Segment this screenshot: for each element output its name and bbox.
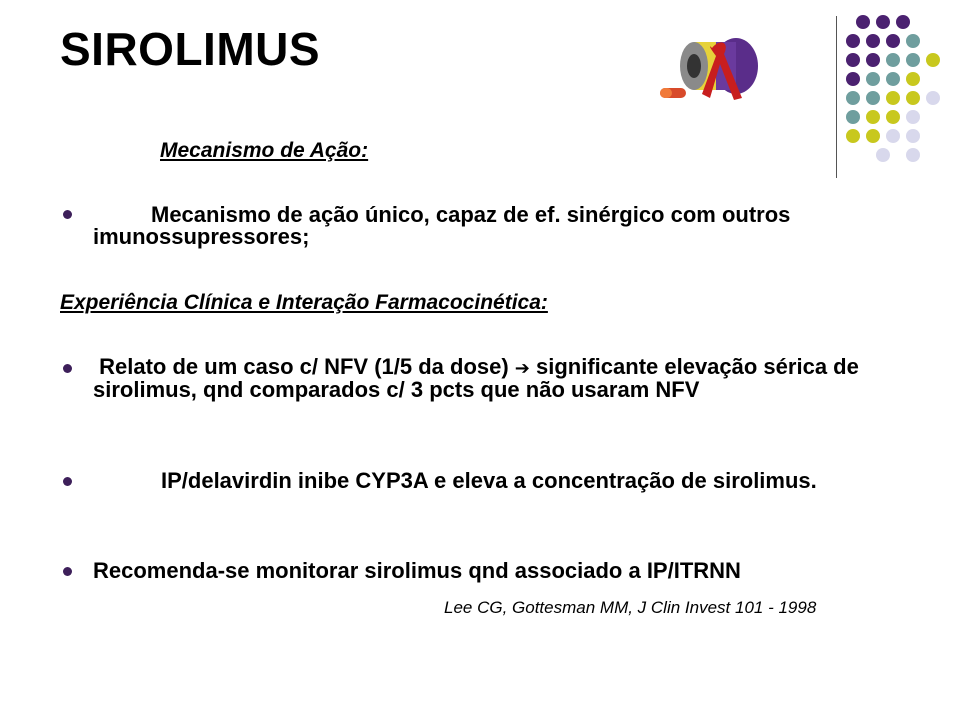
reference-citation: Lee CG, Gottesman MM, J Clin Invest 101 - 1998	[444, 598, 817, 617]
bullet-recommendation: Recomenda-se monitorar sirolimus qnd associado a IP/ITRNN	[93, 558, 741, 583]
bullet-marker	[63, 477, 72, 486]
pill-ribbon-icon	[650, 28, 770, 108]
bullet-marker	[63, 364, 72, 373]
case-report-text-b: significante elevação sérica de sirolimus, qnd comparados c/ 3 pcts que não usaram NFV	[93, 354, 865, 402]
case-report-text-a: Relato de um caso c/ NFV (1/5 da dose)	[93, 354, 515, 379]
slide-title: SIROLIMUS	[60, 23, 321, 75]
bullet-delavirdin: IP/delavirdin inibe CYP3A e eleva a concentração de sirolimus.	[161, 468, 817, 493]
bullet-marker	[63, 567, 72, 576]
arrow-right-icon: ➔	[514, 358, 530, 378]
clinical-experience-heading: Experiência Clínica e Interação Farmacocinética:	[60, 291, 548, 314]
mechanism-heading: Mecanismo de Ação:	[160, 139, 369, 162]
bullet-mechanism: Mecanismo de ação único, capaz de ef. sinérgico com outros imunossupressores;	[93, 202, 797, 249]
vertical-divider	[836, 16, 837, 178]
bullet-marker	[63, 210, 72, 219]
bullet-case-report	[93, 356, 933, 401]
